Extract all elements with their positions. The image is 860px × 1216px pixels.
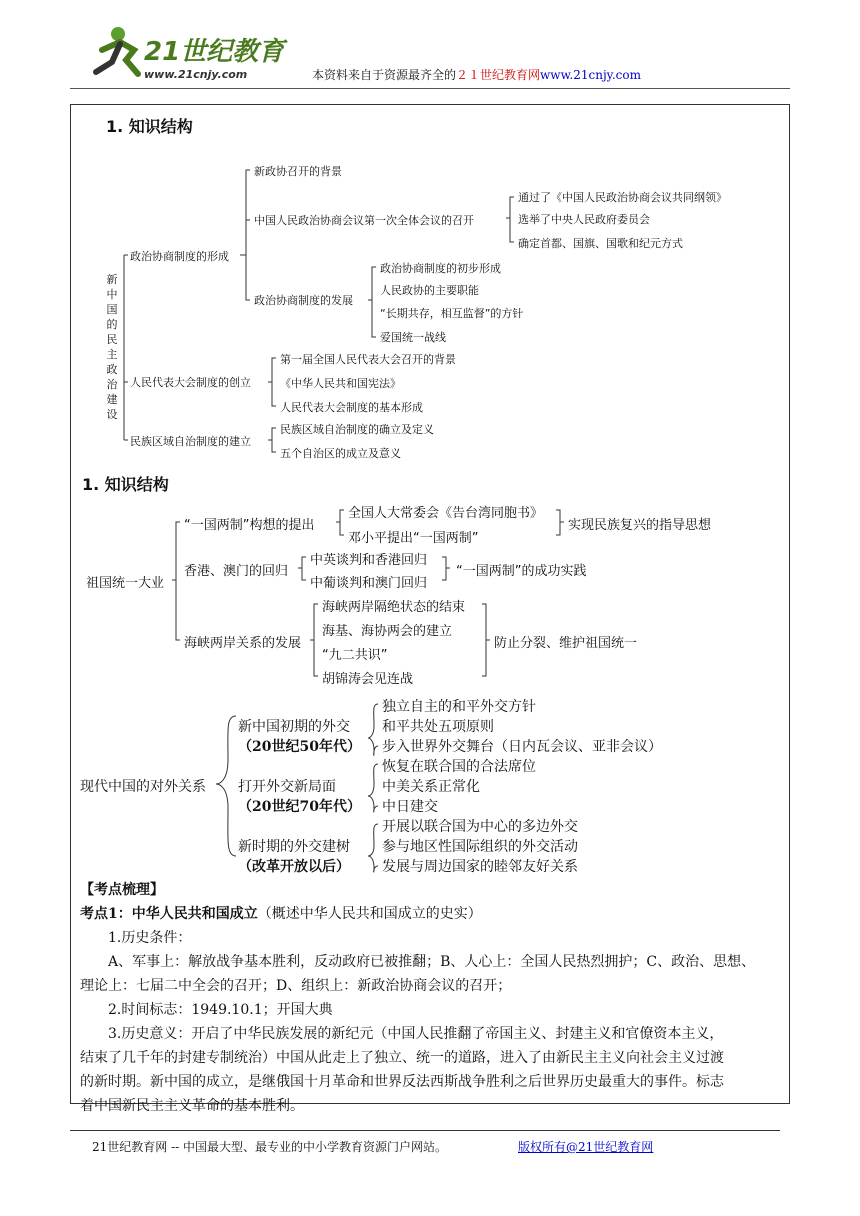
diagram1-leaf: 第一届全国人民代表大会召开的背景 [280,353,456,366]
diagram3-period-years: （20世纪70年代） [238,799,361,815]
diagram2-leaf: 邓小平提出“一国两制” [348,531,479,546]
review-condition-line: 理论上：七届二中全会的召开；D、组织上：新政治协商会议的召开； [80,978,512,994]
diagram1-leaf: 五个自治区的成立及意义 [280,447,401,460]
review-point-title: 考点1：中华人民共和国成立（概述中华人民共和国成立的史实） [80,906,482,922]
review-significance-line: 的新时期。新中国的成立，是继俄国十月革命和世界反法西斯战争胜利之后世界历史最重大的事件。标志 [80,1074,724,1090]
review-significance-line: 结束了几千年的封建专制统治）中国从此走上了独立、统一的道路，进入了由新民主主义向社会主义过渡 [80,1050,724,1066]
diagram3-leaf: 独立自主的和平外交方针 [382,699,536,715]
diagram2-branch: 海峡两岸关系的发展 [184,636,302,651]
header-link[interactable]: www.21cnjy.com [540,68,641,82]
review-significance-line: 3.历史意义：开启了中华民族发展的新纪元（中国人民推翻了帝国主义、封建主义和官僚资本主义， [108,1026,724,1042]
diagram3-leaf: 和平共处五项原则 [382,719,494,735]
diagram2-root: 祖国统一大业 [86,576,165,591]
diagram2-leaf: 胡锦涛会见连战 [322,672,414,687]
diagram1-title: 1. 知识结构 [106,117,193,136]
footer-copyright-link[interactable]: 版权所有@21世纪教育网 [518,1140,654,1154]
svg-text:21世纪教育: 21世纪教育 [144,37,285,67]
review-condition-line: A、军事上：解放战争基本胜利，反动政府已被推翻；B、人心上：全国人民热烈拥护；C、政治、思想、 [108,954,756,970]
diagram3-period-years: （20世纪50年代） [238,739,361,755]
review-time-mark: 2.时间标志：1949.10.1；开国大典 [108,1002,333,1018]
diagram1-leaf: 人民政协的主要职能 [380,284,479,297]
diagram3-leaf: 步入世界外交舞台（日内瓦会议、亚非会议） [382,739,662,755]
diagram2-leaf: 海基、海协两会的建立 [322,624,453,639]
diagram1-leaf: “长期共存，相互监督”的方针 [380,307,524,320]
diagram3-leaf: 中美关系正常化 [382,779,480,795]
diagram2-branch: “一国两制”构想的提出 [184,518,315,533]
svg-text:www.21cnjy.com: www.21cnjy.com [144,68,248,81]
review-condition-title: 1.历史条件： [108,930,192,946]
diagram2-leaf: 中葡谈判和澳门回归 [310,576,428,591]
diagram3-root: 现代中国的对外关系 [80,779,206,795]
diagram2-branch: 香港、澳门的回归 [184,564,289,579]
diagram3-period: 新时期的外交建树 [238,839,350,855]
diagram3-leaf: 中日建交 [382,799,438,815]
diagram2-leaf: 中英谈判和香港回归 [310,553,428,568]
diagram2-leaf: 全国人大常委会《告台湾同胞书》 [348,506,544,521]
diagram1-leaf: 《中华人民共和国宪法》 [280,377,401,390]
diagram2-result: 防止分裂、维护祖国统一 [494,636,638,651]
diagram3-leaf: 参与地区性国际组织的外交活动 [382,839,578,855]
diagram3-leaf: 恢复在联合国的合法席位 [382,759,536,775]
review-significance-line: 着中国新民主主义革命的基本胜利。 [80,1098,304,1114]
diagram1-leaf: 政治协商制度的初步形成 [380,262,501,275]
diagram2-leaf: 海峡两岸隔绝状态的结束 [322,600,466,615]
diagram1-leaf: 爱国统一战线 [380,331,446,344]
diagram1-branch-political-consultation: 政治协商制度的形成 [130,250,229,263]
diagram2-leaf: “九二共识” [322,648,388,663]
diagram3-leaf: 开展以联合国为中心的多边外交 [382,819,578,835]
diagram1-root: 新中国的民主政治建设 [106,273,118,421]
diagram1-leaf: 选举了中央人民政府委员会 [518,213,650,226]
diagram1-leaf: 人民代表大会制度的基本形成 [280,401,423,414]
review-heading: 【考点梳理】 [80,882,164,898]
diagram1-node: 新政协召开的背景 [254,165,342,178]
diagram1-node: 政治协商制度的发展 [254,294,353,307]
diagram3-period: 新中国初期的外交 [238,719,350,735]
diagram1-leaf: 通过了《中国人民政治协商会议共同纲领》 [518,191,727,204]
diagram3-leaf: 发展与周边国家的睦邻友好关系 [382,859,578,875]
footer-divider [70,1130,780,1131]
footer-text: 21世纪教育网 -- 中国最大型、最专业的中小学教育资源门户网站。 [92,1140,448,1154]
diagram1-leaf: 确定首都、国旗、国歌和纪元方式 [518,237,683,250]
diagram2-result: 实现民族复兴的指导思想 [568,518,712,533]
diagram1-branch-autonomy: 民族区域自治制度的建立 [130,435,251,448]
diagram3-period-years: （改革开放以后） [238,859,350,875]
header-note: 本资料来自于资源最齐全的２１世纪教育网www.21cnjy.com [312,68,641,82]
diagram2-result: “一国两制”的成功实践 [456,564,587,579]
diagram1-node: 中国人民政治协商会议第一次全体会议的召开 [254,214,474,227]
diagram1-branch-npc: 人民代表大会制度的创立 [130,376,251,389]
diagram3-period: 打开外交新局面 [238,779,336,795]
diagram1-leaf: 民族区域自治制度的确立及定义 [280,423,434,436]
diagram2-title: 1. 知识结构 [82,475,169,494]
